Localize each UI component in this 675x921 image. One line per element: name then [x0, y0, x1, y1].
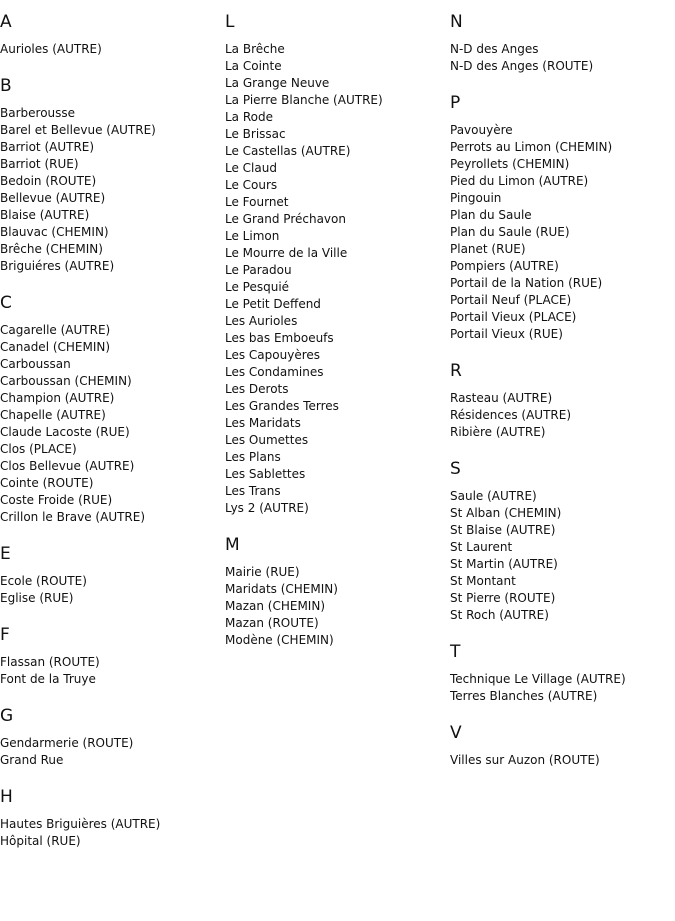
- street-item: N-D des Anges: [450, 42, 539, 56]
- letter-section: [0, 11, 225, 75]
- street-item: La Rode: [225, 110, 273, 124]
- street-item: Clos (PLACE): [0, 442, 77, 456]
- street-list: [0, 816, 225, 850]
- street-item: Coste Froide (RUE): [0, 493, 113, 507]
- street-item: Barel et Bellevue (AUTRE): [0, 123, 156, 137]
- street-item: Flassan (ROUTE): [0, 655, 100, 669]
- letter-section: [450, 458, 675, 641]
- street-item: Pied du Limon (AUTRE): [450, 174, 589, 188]
- street-item: Barberousse: [0, 106, 76, 120]
- street-list: [0, 654, 225, 688]
- street-item: Les Condamines: [225, 365, 324, 379]
- street-item: Les Plans: [225, 450, 281, 464]
- section-spacer: [0, 58, 225, 75]
- section-letter-heading: G: [0, 706, 14, 726]
- letter-section: [0, 786, 225, 850]
- street-item: Les Aurioles: [225, 314, 298, 328]
- street-item: Le Limon: [225, 229, 280, 243]
- letter-section: [0, 543, 225, 624]
- section-spacer: [450, 441, 675, 458]
- index-column-1: [0, 11, 225, 850]
- section-letter-heading: C: [0, 293, 12, 313]
- street-item: Peyrollets (CHEMIN): [450, 157, 570, 171]
- street-item: Les bas Emboeufs: [225, 331, 334, 345]
- street-item: Terres Blanches (AUTRE): [450, 689, 598, 703]
- street-item: Le Pesquié: [225, 280, 290, 294]
- letter-section: [450, 641, 675, 722]
- street-item: Gendarmerie (ROUTE): [0, 736, 134, 750]
- street-item: Résidences (AUTRE): [450, 408, 572, 422]
- street-item: Hôpital (RUE): [0, 834, 81, 848]
- street-item: Le Grand Préchavon: [225, 212, 346, 226]
- street-item: Pavouyère: [450, 123, 513, 137]
- letter-section: [0, 705, 225, 786]
- street-item: St Alban (CHEMIN): [450, 506, 562, 520]
- street-item: Le Fournet: [225, 195, 289, 209]
- section-letter-heading: F: [0, 625, 10, 645]
- section-letter-heading: A: [0, 12, 12, 32]
- street-list: [450, 752, 675, 769]
- street-list: [225, 564, 450, 649]
- street-list: [225, 41, 450, 517]
- street-item: St Martin (AUTRE): [450, 557, 558, 571]
- street-item: Champion (AUTRE): [0, 391, 115, 405]
- letter-section: [0, 292, 225, 543]
- street-list: [450, 41, 675, 75]
- street-item: Lys 2 (AUTRE): [225, 501, 309, 515]
- index-column-2: [225, 11, 450, 649]
- street-item: Les Derots: [225, 382, 289, 396]
- section-spacer: [0, 688, 225, 705]
- street-item: Le Brissac: [225, 127, 286, 141]
- street-item: Perrots au Limon (CHEMIN): [450, 140, 613, 154]
- street-item: St Roch (AUTRE): [450, 608, 549, 622]
- street-item: Plan du Saule: [450, 208, 532, 222]
- street-item: La Cointe: [225, 59, 282, 73]
- letter-section: [450, 11, 675, 92]
- street-item: Carboussan: [0, 357, 71, 371]
- section-letter-heading: L: [225, 12, 235, 32]
- street-item: Carboussan (CHEMIN): [0, 374, 132, 388]
- section-spacer: [450, 75, 675, 92]
- street-item: Le Castellas (AUTRE): [225, 144, 351, 158]
- section-spacer: [450, 343, 675, 360]
- street-item: St Pierre (ROUTE): [450, 591, 556, 605]
- street-item: Les Sablettes: [225, 467, 306, 481]
- street-item: Ecole (ROUTE): [0, 574, 87, 588]
- street-item: Pingouin: [450, 191, 502, 205]
- street-item: Aurioles (AUTRE): [0, 42, 102, 56]
- street-item: La Grange Neuve: [225, 76, 330, 90]
- street-item: Barriot (RUE): [0, 157, 79, 171]
- index-column-3: [450, 11, 675, 769]
- street-item: Brêche (CHEMIN): [0, 242, 103, 256]
- street-item: Blauvac (CHEMIN): [0, 225, 109, 239]
- street-item: Eglise (RUE): [0, 591, 74, 605]
- street-list: [0, 573, 225, 607]
- letter-section: [450, 722, 675, 769]
- letter-section: [225, 11, 450, 534]
- street-list: [450, 122, 675, 343]
- street-item: Les Grandes Terres: [225, 399, 339, 413]
- street-item: Maridats (CHEMIN): [225, 582, 338, 596]
- street-item: Bellevue (AUTRE): [0, 191, 106, 205]
- section-spacer: [0, 526, 225, 543]
- street-item: Mairie (RUE): [225, 565, 300, 579]
- street-list: [0, 41, 225, 58]
- section-letter-heading: M: [225, 535, 240, 555]
- street-item: Le Paradou: [225, 263, 292, 277]
- section-letter-heading: B: [0, 76, 12, 96]
- section-letter-heading: E: [0, 544, 11, 564]
- street-list: [450, 488, 675, 624]
- section-spacer: [225, 517, 450, 534]
- letter-section: [450, 92, 675, 360]
- street-item: Rasteau (AUTRE): [450, 391, 553, 405]
- street-item: Cointe (ROUTE): [0, 476, 94, 490]
- street-item: Le Petit Deffend: [225, 297, 321, 311]
- section-letter-heading: R: [450, 361, 462, 381]
- street-item: Les Trans: [225, 484, 281, 498]
- street-item: Blaise (AUTRE): [0, 208, 90, 222]
- street-item: Mazan (CHEMIN): [225, 599, 325, 613]
- section-letter-heading: V: [450, 723, 462, 743]
- street-item: Crillon le Brave (AUTRE): [0, 510, 146, 524]
- street-item: Cagarelle (AUTRE): [0, 323, 111, 337]
- street-list: [0, 105, 225, 275]
- street-list: [0, 735, 225, 769]
- street-item: Mazan (ROUTE): [225, 616, 319, 630]
- section-letter-heading: T: [450, 642, 461, 662]
- street-item: Modène (CHEMIN): [225, 633, 334, 647]
- street-item: N-D des Anges (ROUTE): [450, 59, 594, 73]
- street-list: [0, 322, 225, 526]
- street-item: La Brêche: [225, 42, 285, 56]
- street-item: Font de la Truye: [0, 672, 96, 686]
- street-item: Les Maridats: [225, 416, 301, 430]
- street-item: Barriot (AUTRE): [0, 140, 95, 154]
- street-item: Saule (AUTRE): [450, 489, 537, 503]
- letter-section: [225, 534, 450, 649]
- street-item: Briguiéres (AUTRE): [0, 259, 115, 273]
- street-item: Villes sur Auzon (ROUTE): [450, 753, 600, 767]
- letter-section: [450, 360, 675, 458]
- street-item: Ribière (AUTRE): [450, 425, 546, 439]
- street-item: Les Capouyères: [225, 348, 321, 362]
- street-item: Bedoin (ROUTE): [0, 174, 97, 188]
- street-item: Hautes Briguières (AUTRE): [0, 817, 161, 831]
- street-item: Technique Le Village (AUTRE): [450, 672, 626, 686]
- street-item: Plan du Saule (RUE): [450, 225, 570, 239]
- section-letter-heading: N: [450, 12, 463, 32]
- section-spacer: [0, 275, 225, 292]
- street-item: Portail Vieux (PLACE): [450, 310, 577, 324]
- letter-section: [0, 624, 225, 705]
- street-item: Pompiers (AUTRE): [450, 259, 559, 273]
- section-letter-heading: S: [450, 459, 461, 479]
- street-item: Canadel (CHEMIN): [0, 340, 111, 354]
- street-item: Chapelle (AUTRE): [0, 408, 106, 422]
- section-spacer: [0, 769, 225, 786]
- section-spacer: [450, 624, 675, 641]
- street-item: Grand Rue: [0, 753, 64, 767]
- street-item: Portail de la Nation (RUE): [450, 276, 603, 290]
- street-item: Portail Neuf (PLACE): [450, 293, 572, 307]
- section-letter-heading: P: [450, 93, 461, 113]
- street-item: St Laurent: [450, 540, 513, 554]
- street-item: Les Oumettes: [225, 433, 309, 447]
- street-list: [450, 671, 675, 705]
- street-list: [450, 390, 675, 441]
- street-item: St Montant: [450, 574, 516, 588]
- street-item: Claude Lacoste (RUE): [0, 425, 130, 439]
- street-item: Le Mourre de la Ville: [225, 246, 348, 260]
- section-spacer: [0, 607, 225, 624]
- street-item: La Pierre Blanche (AUTRE): [225, 93, 383, 107]
- letter-section: [0, 75, 225, 292]
- street-item: Portail Vieux (RUE): [450, 327, 563, 341]
- street-item: Le Claud: [225, 161, 277, 175]
- street-item: Planet (RUE): [450, 242, 526, 256]
- street-item: St Blaise (AUTRE): [450, 523, 556, 537]
- street-item: Clos Bellevue (AUTRE): [0, 459, 135, 473]
- section-spacer: [450, 705, 675, 722]
- street-item: Le Cours: [225, 178, 278, 192]
- section-letter-heading: H: [0, 787, 13, 807]
